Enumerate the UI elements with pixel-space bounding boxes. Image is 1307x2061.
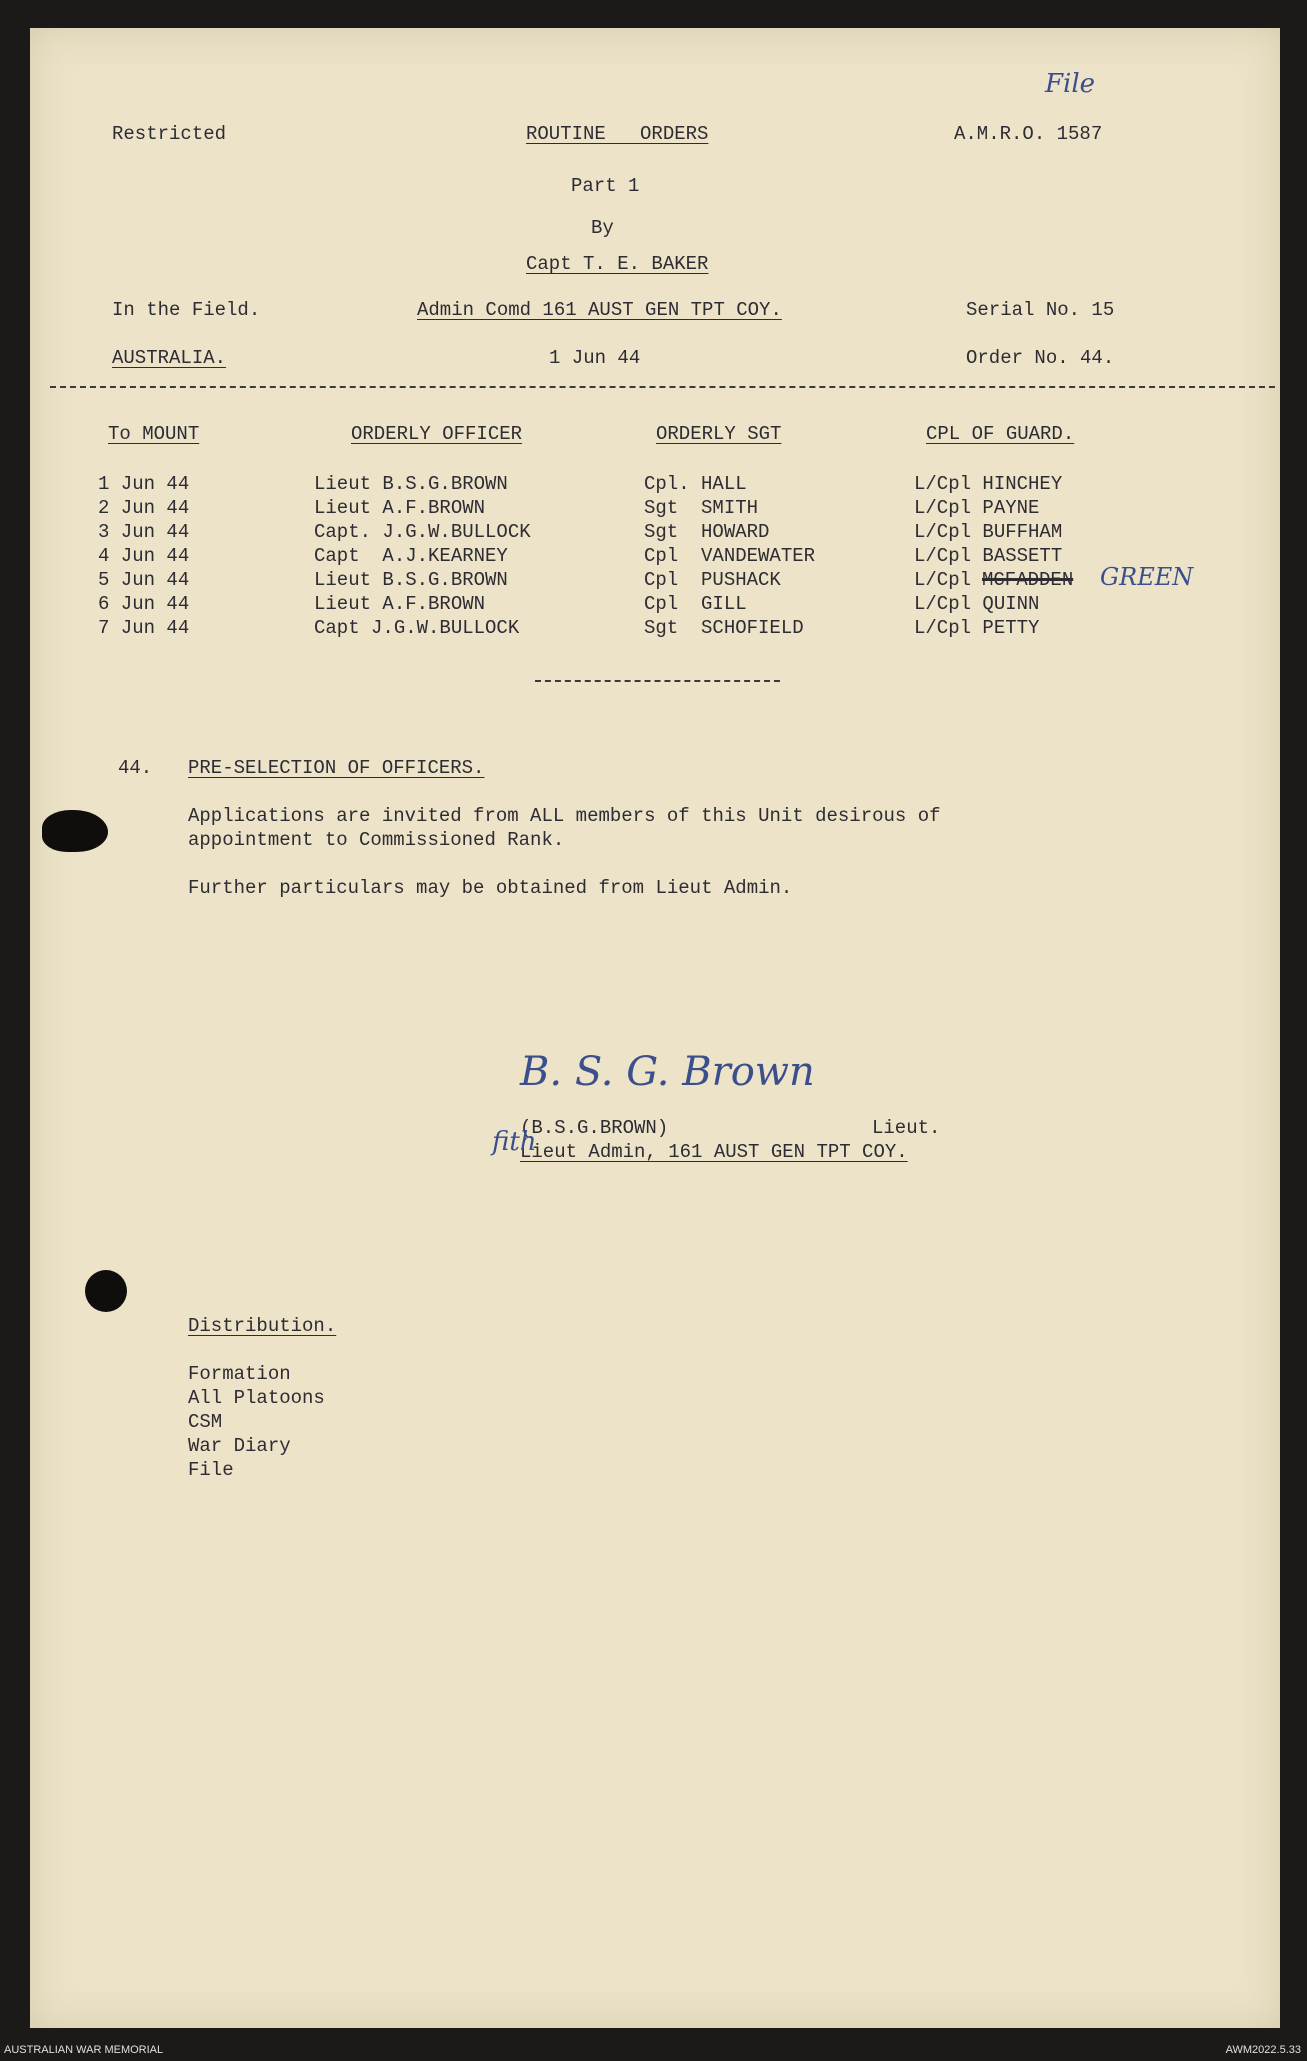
row-sgt: Cpl GILL (644, 593, 747, 615)
list-item: Formation (188, 1363, 291, 1385)
row-cpl: L/Cpl PETTY (914, 617, 1040, 639)
section-paragraph-1b: appointment to Commissioned Rank. (188, 829, 565, 851)
table-row (30, 593, 1280, 617)
row-date: 2 Jun 44 (98, 497, 190, 519)
col-header-mount: To MOUNT (108, 423, 200, 445)
distribution-heading: Distribution. (188, 1315, 337, 1337)
footer-credit: AUSTRALIAN WAR MEMORIAL (4, 2044, 164, 2056)
row-sgt: Sgt HOWARD (644, 521, 770, 543)
row-sgt: Sgt SCHOFIELD (644, 617, 804, 639)
row-cpl: L/Cpl QUINN (914, 593, 1040, 615)
file-annotation: File (1045, 69, 1096, 99)
header-divider (50, 386, 1275, 388)
footer-accession: AWM2022.5.33 (1225, 2044, 1301, 2056)
col-header-sgt: ORDERLY SGT (656, 423, 782, 445)
row-cpl: L/Cpl (914, 569, 972, 591)
handwritten-correction: GREEN (1100, 563, 1194, 591)
list-item: CSM (188, 1411, 223, 1433)
row-sgt: Cpl. HALL (644, 473, 747, 495)
document-title: ROUTINE ORDERS (526, 123, 709, 145)
row-officer: Capt. J.G.W.BULLOCK (314, 521, 531, 543)
handwritten-signature: B. S. G. Brown (520, 1049, 815, 1095)
row-cpl: L/Cpl HINCHEY (914, 473, 1063, 495)
row-officer: Lieut A.F.BROWN (314, 593, 486, 615)
row-officer: Capt A.J.KEARNEY (314, 545, 508, 567)
punch-hole (85, 1270, 127, 1312)
row-officer: Lieut A.F.BROWN (314, 497, 486, 519)
row-date: 5 Jun 44 (98, 569, 190, 591)
row-date: 3 Jun 44 (98, 521, 190, 543)
classification: Restricted (112, 123, 227, 145)
roster-divider (535, 680, 780, 682)
table-row (30, 545, 1280, 569)
signatory-name: (B.S.G.BROWN) (520, 1117, 669, 1139)
col-header-officer: ORDERLY OFFICER (351, 423, 523, 445)
country: AUSTRALIA. (112, 347, 227, 369)
order-date: 1 Jun 44 (549, 347, 641, 369)
row-sgt: Cpl PUSHACK (644, 569, 781, 591)
section-number: 44. (118, 757, 153, 779)
table-row (30, 497, 1280, 521)
row-officer: Lieut B.S.G.BROWN (314, 473, 508, 495)
section-paragraph-1a: Applications are invited from ALL members of this Unit desirous of (188, 805, 941, 827)
row-sgt: Cpl VANDEWATER (644, 545, 816, 567)
row-date: 6 Jun 44 (98, 593, 190, 615)
section-heading: PRE-SELECTION OF OFFICERS. (188, 757, 485, 779)
struck-name: MCFADDEN (982, 569, 1074, 591)
distribution-list (188, 1362, 325, 1482)
unit-name: Admin Comd 161 AUST GEN TPT COY. (417, 299, 782, 321)
row-cpl: L/Cpl PAYNE (914, 497, 1040, 519)
table-row (30, 617, 1280, 641)
reference-number: A.M.R.O. 1587 (954, 123, 1103, 145)
author-name: Capt T. E. BAKER (526, 253, 709, 275)
row-sgt: Sgt SMITH (644, 497, 759, 519)
table-row (30, 563, 1280, 593)
list-item: File (188, 1459, 234, 1481)
signatory-rank: Lieut. (872, 1117, 941, 1139)
part-label: Part 1 (571, 175, 640, 197)
list-item: All Platoons (188, 1387, 325, 1409)
section-paragraph-2: Further particulars may be obtained from Lieut Admin. (188, 877, 793, 899)
row-officer: Lieut B.S.G.BROWN (314, 569, 508, 591)
serial-number: Serial No. 15 (966, 299, 1115, 321)
by-label: By (591, 217, 614, 239)
list-item: War Diary (188, 1435, 291, 1457)
signatory-title: Lieut Admin, 161 AUST GEN TPT COY. (520, 1141, 908, 1163)
document-page (30, 28, 1280, 2028)
row-officer: Capt J.G.W.BULLOCK (314, 617, 520, 639)
row-cpl: L/Cpl BASSETT (914, 545, 1063, 567)
table-row (30, 473, 1280, 497)
table-row (30, 521, 1280, 545)
location: In the Field. (112, 299, 261, 321)
row-date: 4 Jun 44 (98, 545, 190, 567)
col-header-cpl: CPL OF GUARD. (926, 423, 1075, 445)
row-cpl: L/Cpl BUFFHAM (914, 521, 1063, 543)
punch-hole (42, 810, 108, 852)
row-date: 7 Jun 44 (98, 617, 190, 639)
row-date: 1 Jun 44 (98, 473, 190, 495)
handwritten-initial: fith (492, 1127, 537, 1157)
order-number: Order No. 44. (966, 347, 1115, 369)
